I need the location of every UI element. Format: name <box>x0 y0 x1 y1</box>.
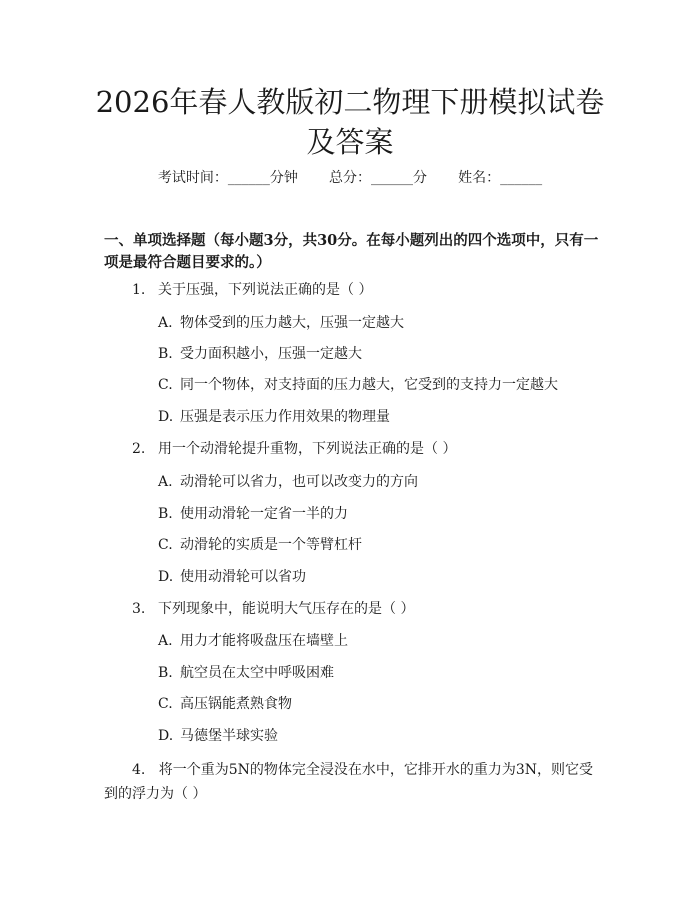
option-letter: D. <box>158 728 174 744</box>
exam-time-field: 考试时间：______分钟 <box>157 170 298 186</box>
option-letter: B. <box>158 346 173 362</box>
question-stem: 用一个动滑轮提升重物，下列说法正确的是（ ） <box>158 441 457 457</box>
option-text: 受力面积越小，压强一定越大 <box>180 346 362 362</box>
option-text: 使用动滑轮一定省一半的力 <box>180 506 348 522</box>
option-text: 压强是表示压力作用效果的物理量 <box>180 409 390 425</box>
student-name-field: 姓名：______ <box>458 170 543 186</box>
option-letter: A. <box>158 474 173 490</box>
document-title: 2026年春人教版初二物理下册模拟试卷及答案 <box>95 85 605 159</box>
option-letter: C. <box>158 377 173 393</box>
question-number: 4. <box>132 762 146 778</box>
option-text: 马德堡半球实验 <box>180 728 278 744</box>
question-1-option-d <box>158 407 598 427</box>
option-text: 用力才能将吸盘压在墙壁上 <box>180 633 348 649</box>
option-text: 物体受到的压力越大，压强一定越大 <box>180 315 404 331</box>
question-3 <box>104 597 599 621</box>
question-number: 3. <box>132 601 146 617</box>
option-text: 高压锅能煮熟食物 <box>180 696 292 712</box>
question-2-option-d <box>158 567 598 587</box>
option-text: 航空员在太空中呼吸困难 <box>180 665 334 681</box>
question-3-option-d <box>158 726 598 746</box>
question-3-option-c <box>158 694 598 714</box>
question-number: 1. <box>132 282 146 298</box>
option-letter: C. <box>158 537 173 553</box>
question-1-option-b <box>158 344 598 364</box>
question-1-option-c <box>158 375 598 395</box>
question-stem: 将一个重为5N的物体完全浸没在水中，它排开水的重力为3N，则它受到的浮力为（ ） <box>104 762 594 802</box>
question-1 <box>104 278 599 302</box>
exam-meta-line <box>0 168 700 188</box>
question-stem: 关于压强，下列说法正确的是（ ） <box>158 282 373 298</box>
option-letter: D. <box>158 569 174 585</box>
question-2 <box>104 437 599 461</box>
option-letter: A. <box>158 633 173 649</box>
option-letter: B. <box>158 665 173 681</box>
question-2-option-c <box>158 535 598 555</box>
question-2-option-b <box>158 504 598 524</box>
question-2-option-a <box>158 472 598 492</box>
option-letter: C. <box>158 696 173 712</box>
option-text: 动滑轮的实质是一个等臂杠杆 <box>180 537 362 553</box>
question-stem: 下列现象中，能说明大气压存在的是（ ） <box>158 601 415 617</box>
option-text: 同一个物体，对支持面的压力越大，它受到的支持力一定越大 <box>180 377 558 393</box>
question-4 <box>104 758 599 806</box>
option-letter: B. <box>158 506 173 522</box>
option-letter: A. <box>158 315 173 331</box>
option-letter: D. <box>158 409 174 425</box>
question-3-option-b <box>158 663 598 683</box>
option-text: 动滑轮可以省力，也可以改变力的方向 <box>180 474 418 490</box>
question-3-option-a <box>158 631 598 651</box>
section-heading-single-choice: 一、单项选择题（每小题3分，共30分。在每小题列出的四个选项中，只有一项是最符合题目要求的。） <box>104 232 599 271</box>
total-score-field: 总分：______分 <box>329 170 427 186</box>
option-text: 使用动滑轮可以省功 <box>180 569 306 585</box>
question-number: 2. <box>132 441 146 457</box>
question-1-option-a <box>158 313 598 333</box>
